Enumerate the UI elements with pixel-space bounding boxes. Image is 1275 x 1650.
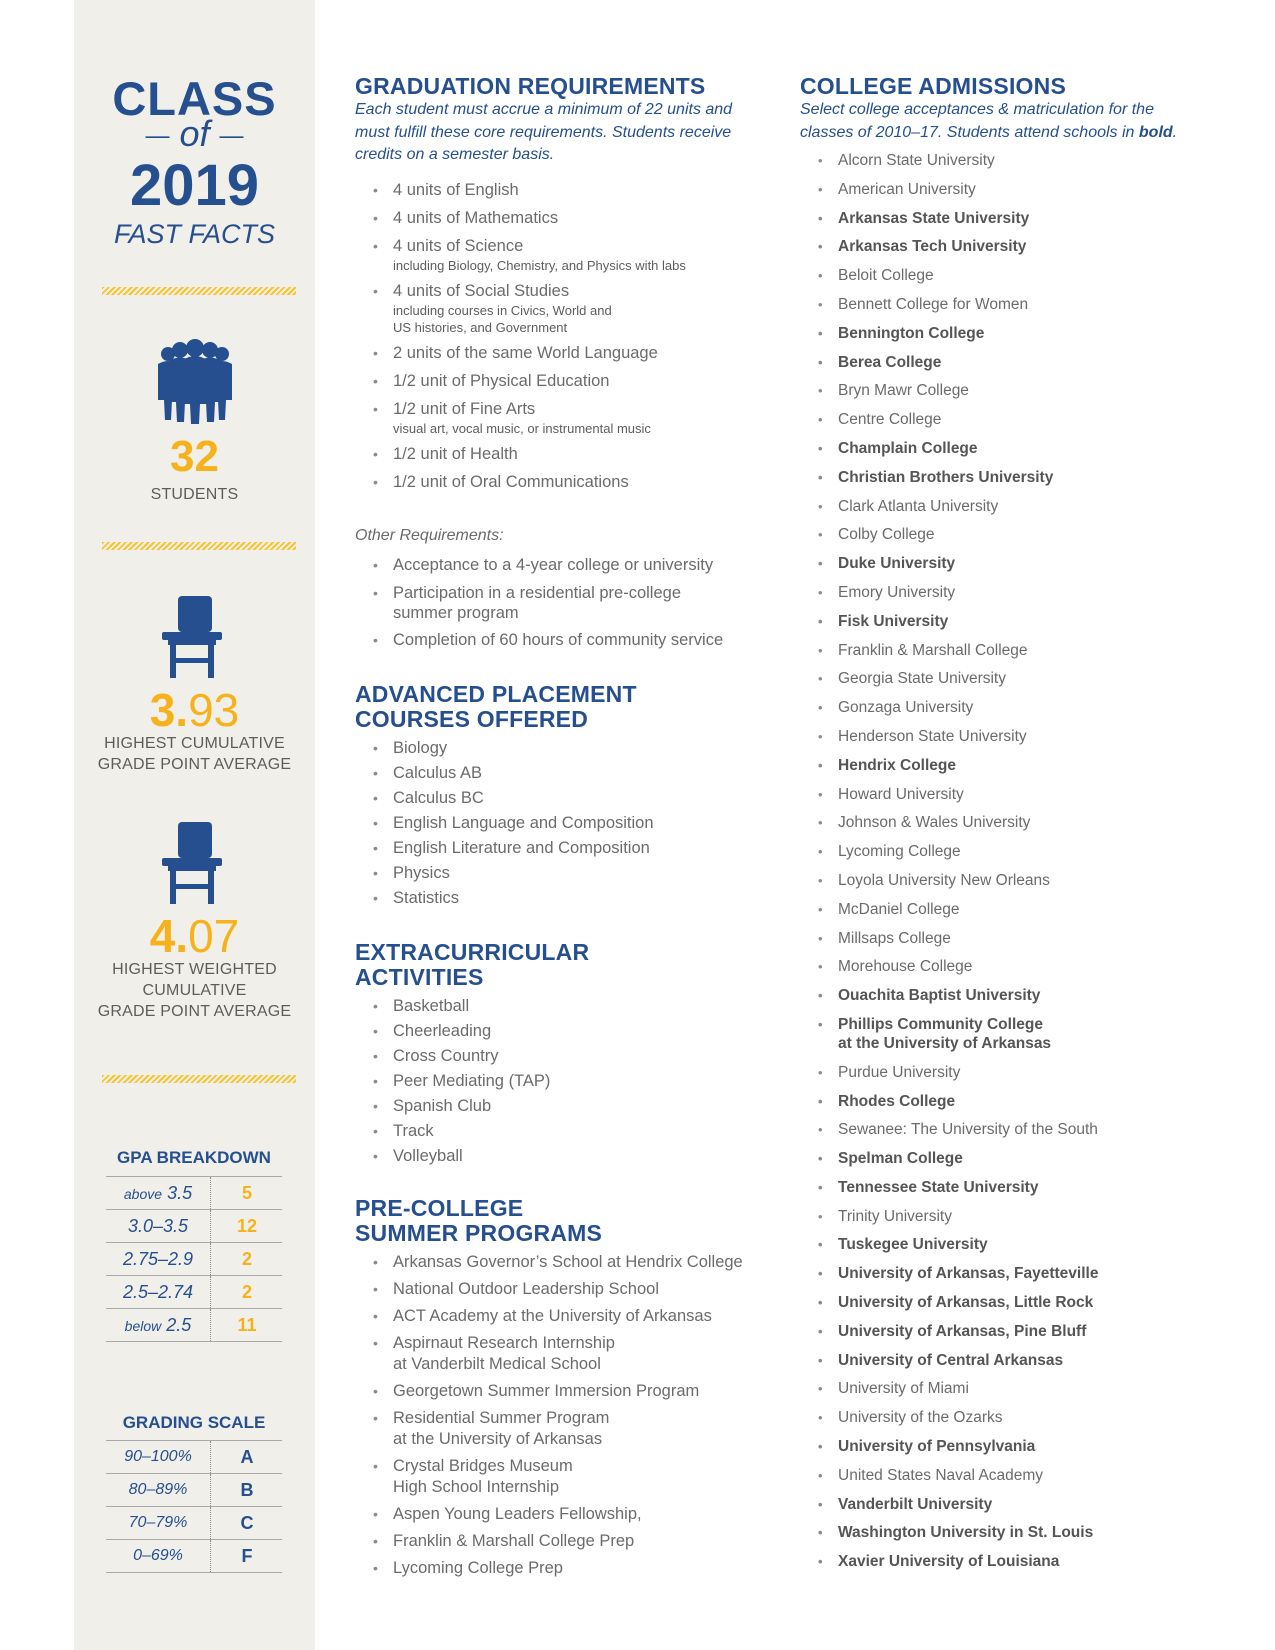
letter-grade: C — [240, 1513, 254, 1533]
item-subtext: visual art, vocal music, or instrumental music — [393, 421, 651, 436]
college-item — [800, 1379, 1220, 1398]
divider-stripe — [102, 1075, 296, 1083]
extracurricular-list — [355, 994, 755, 1169]
college-name: Henderson State University — [838, 727, 1027, 745]
item-text: 2 units of the same World Language — [393, 344, 658, 362]
table-row — [106, 1506, 282, 1539]
college-item — [800, 1495, 1220, 1514]
divider-stripe — [102, 287, 296, 295]
college-name: University of Central Arkansas — [838, 1351, 1064, 1369]
heading-line: ADVANCED PLACEMENT — [355, 681, 637, 707]
list-item — [355, 281, 755, 336]
gpa-range: 2.5–2.74 — [122, 1282, 194, 1302]
other-requirements-list — [355, 555, 755, 651]
college-name: University of Arkansas, Pine Bluff — [838, 1322, 1087, 1340]
item-text: 4 units of Social Studies — [393, 282, 570, 300]
table-row — [106, 1275, 282, 1308]
list-item — [355, 1558, 775, 1579]
college-item — [800, 1264, 1220, 1283]
list-item — [355, 208, 755, 229]
college-name: Johnson & Wales University — [838, 814, 1031, 832]
college-name: Purdue University — [838, 1063, 961, 1081]
heading-line: PRE-COLLEGE — [355, 1195, 524, 1221]
list-item — [355, 1381, 775, 1402]
list-item: • Track — [355, 1119, 755, 1144]
college-item — [800, 669, 1220, 688]
college-name: Rhodes College — [838, 1092, 956, 1110]
heading-line: ACTIVITIES — [355, 964, 484, 990]
graduation-requirements-heading: GRADUATION REQUIREMENTS — [355, 73, 706, 99]
intro-bold-word: bold — [1138, 123, 1173, 141]
letter-grade: F — [241, 1546, 253, 1566]
college-item — [800, 842, 1220, 861]
fast-facts-sidebar — [74, 0, 315, 1650]
wgpa-label-line1: HIGHEST WEIGHTED — [112, 961, 277, 978]
college-name: Berea College — [838, 353, 942, 371]
college-name: Fisk University — [838, 612, 949, 630]
table-row — [106, 1242, 282, 1275]
college-name: University of Arkansas, Fayetteville — [838, 1265, 1099, 1283]
college-item — [800, 1149, 1220, 1168]
college-item — [800, 612, 1220, 631]
gpa-decimal: 93 — [188, 684, 240, 736]
item-subtext: including courses in Civics, World and — [393, 303, 612, 318]
table-row — [106, 1176, 282, 1209]
college-item — [800, 1293, 1220, 1312]
list-item — [355, 1408, 775, 1450]
list-item — [355, 1504, 775, 1525]
college-item — [800, 1523, 1220, 1542]
college-item — [800, 1408, 1220, 1427]
college-item — [800, 410, 1220, 429]
gpa-range: 3.5 — [167, 1183, 193, 1203]
college-item — [800, 209, 1220, 228]
college-item — [800, 237, 1220, 256]
item-text: Crystal Bridges Museum — [393, 1457, 573, 1475]
students-count: 32 — [170, 432, 219, 481]
college-name: Beloit College — [838, 267, 934, 285]
list-item — [355, 236, 755, 274]
college-name: American University — [838, 180, 976, 198]
college-item — [800, 1092, 1220, 1111]
college-item — [800, 1437, 1220, 1456]
range-prefix: below — [124, 1318, 162, 1334]
table-row — [106, 1308, 282, 1342]
college-name: University of Arkansas, Little Rock — [838, 1294, 1094, 1312]
heading-line: SUMMER PROGRAMS — [355, 1220, 603, 1246]
highest-weighted-gpa — [74, 910, 315, 962]
college-name: Hendrix College — [838, 756, 956, 774]
college-item — [800, 986, 1220, 1005]
student-count: 11 — [237, 1315, 257, 1335]
of-word: of — [179, 113, 210, 154]
list-item — [355, 630, 755, 651]
highest-gpa — [74, 684, 315, 736]
college-name: Phillips Community College — [838, 1015, 1043, 1033]
college-item — [800, 785, 1220, 804]
list-item — [355, 1252, 775, 1273]
letter-grade: A — [240, 1447, 254, 1467]
college-name: Franklin & Marshall College — [838, 641, 1028, 659]
item-text: High School Internship — [393, 1478, 560, 1496]
college-name: Bennett College for Women — [838, 295, 1029, 313]
college-name: United States Naval Academy — [838, 1466, 1044, 1484]
college-name: Ouachita Baptist University — [838, 987, 1041, 1005]
college-name: Millsaps College — [838, 929, 951, 947]
list-item: • Spanish Club — [355, 1094, 755, 1119]
college-name: Arkansas State University — [838, 209, 1030, 227]
college-name: University of Pennsylvania — [838, 1438, 1036, 1456]
list-item — [355, 555, 755, 576]
table-row — [106, 1473, 282, 1506]
intro-line: Select college acceptances & matriculation for the — [800, 101, 1154, 118]
list-item: • Cross Country — [355, 1044, 755, 1069]
extracurricular-heading — [355, 940, 589, 990]
college-item — [800, 698, 1220, 717]
item-subtext: including Biology, Chemistry, and Physics with labs — [393, 258, 686, 273]
list-item — [355, 1531, 775, 1552]
college-item — [800, 900, 1220, 919]
college-name: McDaniel College — [838, 900, 960, 918]
grading-scale-table — [106, 1440, 282, 1573]
ap-courses-list — [355, 736, 755, 911]
item-text: Franklin & Marshall College Prep — [393, 1532, 635, 1550]
college-item — [800, 381, 1220, 400]
college-name: Alcorn State University — [838, 152, 995, 169]
list-item: • Calculus AB — [355, 761, 755, 786]
gpa-range: 2.75–2.9 — [122, 1249, 194, 1269]
list-item — [355, 1279, 775, 1300]
list-item — [355, 343, 755, 364]
college-name: Bryn Mawr College — [838, 382, 969, 400]
list-item: • English Language and Composition — [355, 811, 755, 836]
college-item — [800, 641, 1220, 660]
gpa-label-line2: GRADE POINT AVERAGE — [97, 756, 292, 773]
college-name: at the University of Arkansas — [838, 1034, 1052, 1052]
college-name: Lycoming College — [838, 843, 961, 861]
year-heading: 2019 — [129, 153, 260, 218]
item-subtext: US histories, and Government — [393, 320, 568, 335]
list-item: • Volleyball — [355, 1144, 755, 1169]
range-prefix: above — [123, 1186, 163, 1202]
college-item — [800, 439, 1220, 458]
item-text: Lycoming College Prep — [393, 1559, 563, 1577]
gpa-integer: 3. — [149, 684, 189, 736]
list-item — [355, 472, 755, 493]
student-count: 5 — [241, 1183, 252, 1203]
ap-courses-heading — [355, 682, 637, 732]
college-item — [800, 180, 1220, 199]
college-item — [800, 957, 1220, 976]
student-count: 12 — [236, 1216, 258, 1236]
wgpa-label-line3: GRADE POINT AVERAGE — [97, 1003, 292, 1020]
college-item — [800, 1063, 1220, 1082]
student-count: 2 — [241, 1282, 252, 1302]
heading-line: COURSES OFFERED — [355, 706, 589, 732]
item-text: National Outdoor Leadership School — [393, 1280, 660, 1298]
item-text: 1/2 unit of Oral Communications — [393, 473, 629, 491]
college-item — [800, 151, 1220, 170]
item-text: summer program — [393, 604, 519, 622]
list-item — [355, 1306, 775, 1327]
item-text: at the University of Arkansas — [393, 1430, 603, 1448]
list-item: • Physics — [355, 861, 755, 886]
college-item — [800, 1322, 1220, 1341]
college-item — [800, 871, 1220, 890]
college-item — [800, 813, 1220, 832]
table-row — [106, 1209, 282, 1242]
college-name: Colby College — [838, 526, 935, 544]
item-text: Acceptance to a 4-year college or university — [393, 556, 714, 574]
item-text: Residential Summer Program — [393, 1409, 610, 1427]
college-item — [800, 266, 1220, 285]
college-item — [800, 1178, 1220, 1197]
list-item: • Cheerleading — [355, 1019, 755, 1044]
college-item — [800, 497, 1220, 516]
college-name: Vanderbilt University — [838, 1495, 993, 1513]
list-item — [355, 444, 755, 465]
item-text: ACT Academy at the University of Arkansas — [393, 1307, 712, 1325]
intro-line: credits on a semester basis. — [355, 146, 555, 163]
table-row — [106, 1440, 282, 1473]
college-name: Tennessee State University — [838, 1178, 1039, 1196]
item-text: Arkansas Governor’s School at Hendrix College — [393, 1253, 743, 1271]
requirements-list — [355, 180, 755, 500]
list-item — [355, 583, 755, 623]
list-item — [355, 399, 755, 437]
college-admissions-heading: COLLEGE ADMISSIONS — [800, 73, 1066, 99]
gpa-range: 3.0–3.5 — [127, 1216, 189, 1236]
score-range: 80–89% — [106, 1474, 211, 1506]
list-item — [355, 371, 755, 392]
item-text: 4 units of Science — [393, 237, 524, 255]
students-label: STUDENTS — [150, 486, 239, 503]
of-heading: — of — — [145, 113, 244, 154]
college-item — [800, 1466, 1220, 1485]
college-item — [800, 353, 1220, 372]
item-text: at Vanderbilt Medical School — [393, 1355, 601, 1373]
college-item — [800, 468, 1220, 487]
item-text: 4 units of English — [393, 181, 519, 199]
gpa-label-line1: HIGHEST CUMULATIVE — [104, 735, 285, 752]
college-name: Morehouse College — [838, 958, 973, 976]
item-text: Aspen Young Leaders Fellowship, — [393, 1505, 642, 1523]
student-count: 2 — [241, 1249, 252, 1269]
college-name: University of the Ozarks — [838, 1409, 1003, 1427]
admissions-intro — [800, 99, 1177, 144]
college-name: Duke University — [838, 555, 956, 573]
college-item — [800, 324, 1220, 343]
score-range: 70–79% — [106, 1507, 211, 1539]
item-text: Completion of 60 hours of community service — [393, 631, 724, 649]
college-item — [800, 1552, 1220, 1571]
list-item — [355, 1333, 775, 1375]
college-name: Loyola University New Orleans — [838, 871, 1050, 889]
college-item — [800, 727, 1220, 746]
college-item — [800, 583, 1220, 602]
college-name: Washington University in St. Louis — [838, 1524, 1094, 1542]
college-item — [800, 1235, 1220, 1254]
item-text: 4 units of Mathematics — [393, 209, 559, 227]
intro-line — [800, 122, 1177, 145]
college-name: Arkansas Tech University — [838, 238, 1027, 256]
school-desk-icon — [162, 596, 222, 678]
summer-programs-list — [355, 1252, 775, 1585]
item-text: 1/2 unit of Health — [393, 445, 518, 463]
intro-line: must fulfill these core requirements. Students receive — [355, 123, 732, 141]
item-text: Aspirnaut Research Internship — [393, 1334, 615, 1352]
intro-text: classes of 2010–17. Students attend schools in — [800, 123, 1139, 141]
divider-stripe — [102, 542, 296, 550]
college-name: Howard University — [838, 785, 964, 803]
college-name: Sewanee: The University of the South — [838, 1121, 1098, 1139]
college-name: Xavier University of Louisiana — [838, 1553, 1060, 1571]
intro-text: . — [1172, 123, 1178, 141]
list-item: • English Literature and Composition — [355, 836, 755, 861]
college-name: Trinity University — [838, 1207, 952, 1225]
wgpa-decimal: 07 — [188, 910, 240, 962]
summer-programs-heading — [355, 1196, 602, 1246]
college-name: Emory University — [838, 583, 956, 601]
college-list — [800, 151, 1220, 1581]
college-item — [800, 929, 1220, 948]
gpa-range: 2.5 — [166, 1315, 192, 1335]
list-item: • Biology — [355, 736, 755, 761]
intro-line: Each student must accrue a minimum of 22 units and — [355, 101, 733, 118]
wgpa-label-line2: CUMULATIVE — [142, 982, 247, 999]
college-item — [800, 1120, 1220, 1139]
other-requirements-label: Other Requirements: — [355, 527, 504, 544]
list-item — [355, 1456, 775, 1498]
college-name: Centre College — [838, 411, 942, 429]
table-row — [106, 1539, 282, 1573]
fast-facts-subtitle: FAST FACTS — [114, 219, 275, 249]
graduation-intro — [355, 99, 732, 167]
college-name: Bennington College — [838, 324, 985, 342]
college-item — [800, 756, 1220, 775]
college-name: Clark Atlanta University — [838, 497, 999, 515]
list-item: • Statistics — [355, 886, 755, 911]
item-text: 1/2 unit of Fine Arts — [393, 400, 536, 418]
college-name: Georgia State University — [838, 670, 1006, 688]
grading-scale-title: GRADING SCALE — [122, 1413, 266, 1432]
college-item — [800, 1015, 1220, 1053]
list-item — [355, 180, 755, 201]
class-heading: CLASS — [112, 72, 277, 125]
list-item: • Basketball — [355, 994, 755, 1019]
college-item — [800, 1207, 1220, 1226]
list-item: • Peer Mediating (TAP) — [355, 1069, 755, 1094]
heading-line: EXTRACURRICULAR — [355, 939, 590, 965]
college-item — [800, 525, 1220, 544]
score-range: 90–100% — [106, 1441, 211, 1473]
college-item — [800, 1351, 1220, 1370]
college-name: Tuskegee University — [838, 1236, 988, 1254]
college-name: University of Miami — [838, 1380, 969, 1398]
college-name: Spelman College — [838, 1150, 963, 1168]
item-text: Participation in a residential pre-college — [393, 584, 681, 602]
letter-grade: B — [240, 1480, 254, 1500]
college-name: Champlain College — [838, 439, 978, 457]
list-item: • Calculus BC — [355, 786, 755, 811]
college-name: Gonzaga University — [838, 699, 974, 717]
item-text: 1/2 unit of Physical Education — [393, 372, 610, 390]
gpa-breakdown-title: GPA BREAKDOWN — [117, 1148, 271, 1167]
people-group-icon — [156, 338, 234, 424]
school-desk-icon — [162, 822, 222, 904]
item-text: Georgetown Summer Immersion Program — [393, 1382, 700, 1400]
gpa-breakdown-table — [106, 1176, 282, 1342]
college-name: Christian Brothers University — [838, 468, 1054, 486]
score-range: 0–69% — [106, 1540, 211, 1572]
college-item — [800, 295, 1220, 314]
wgpa-integer: 4. — [149, 910, 189, 962]
college-item — [800, 554, 1220, 573]
